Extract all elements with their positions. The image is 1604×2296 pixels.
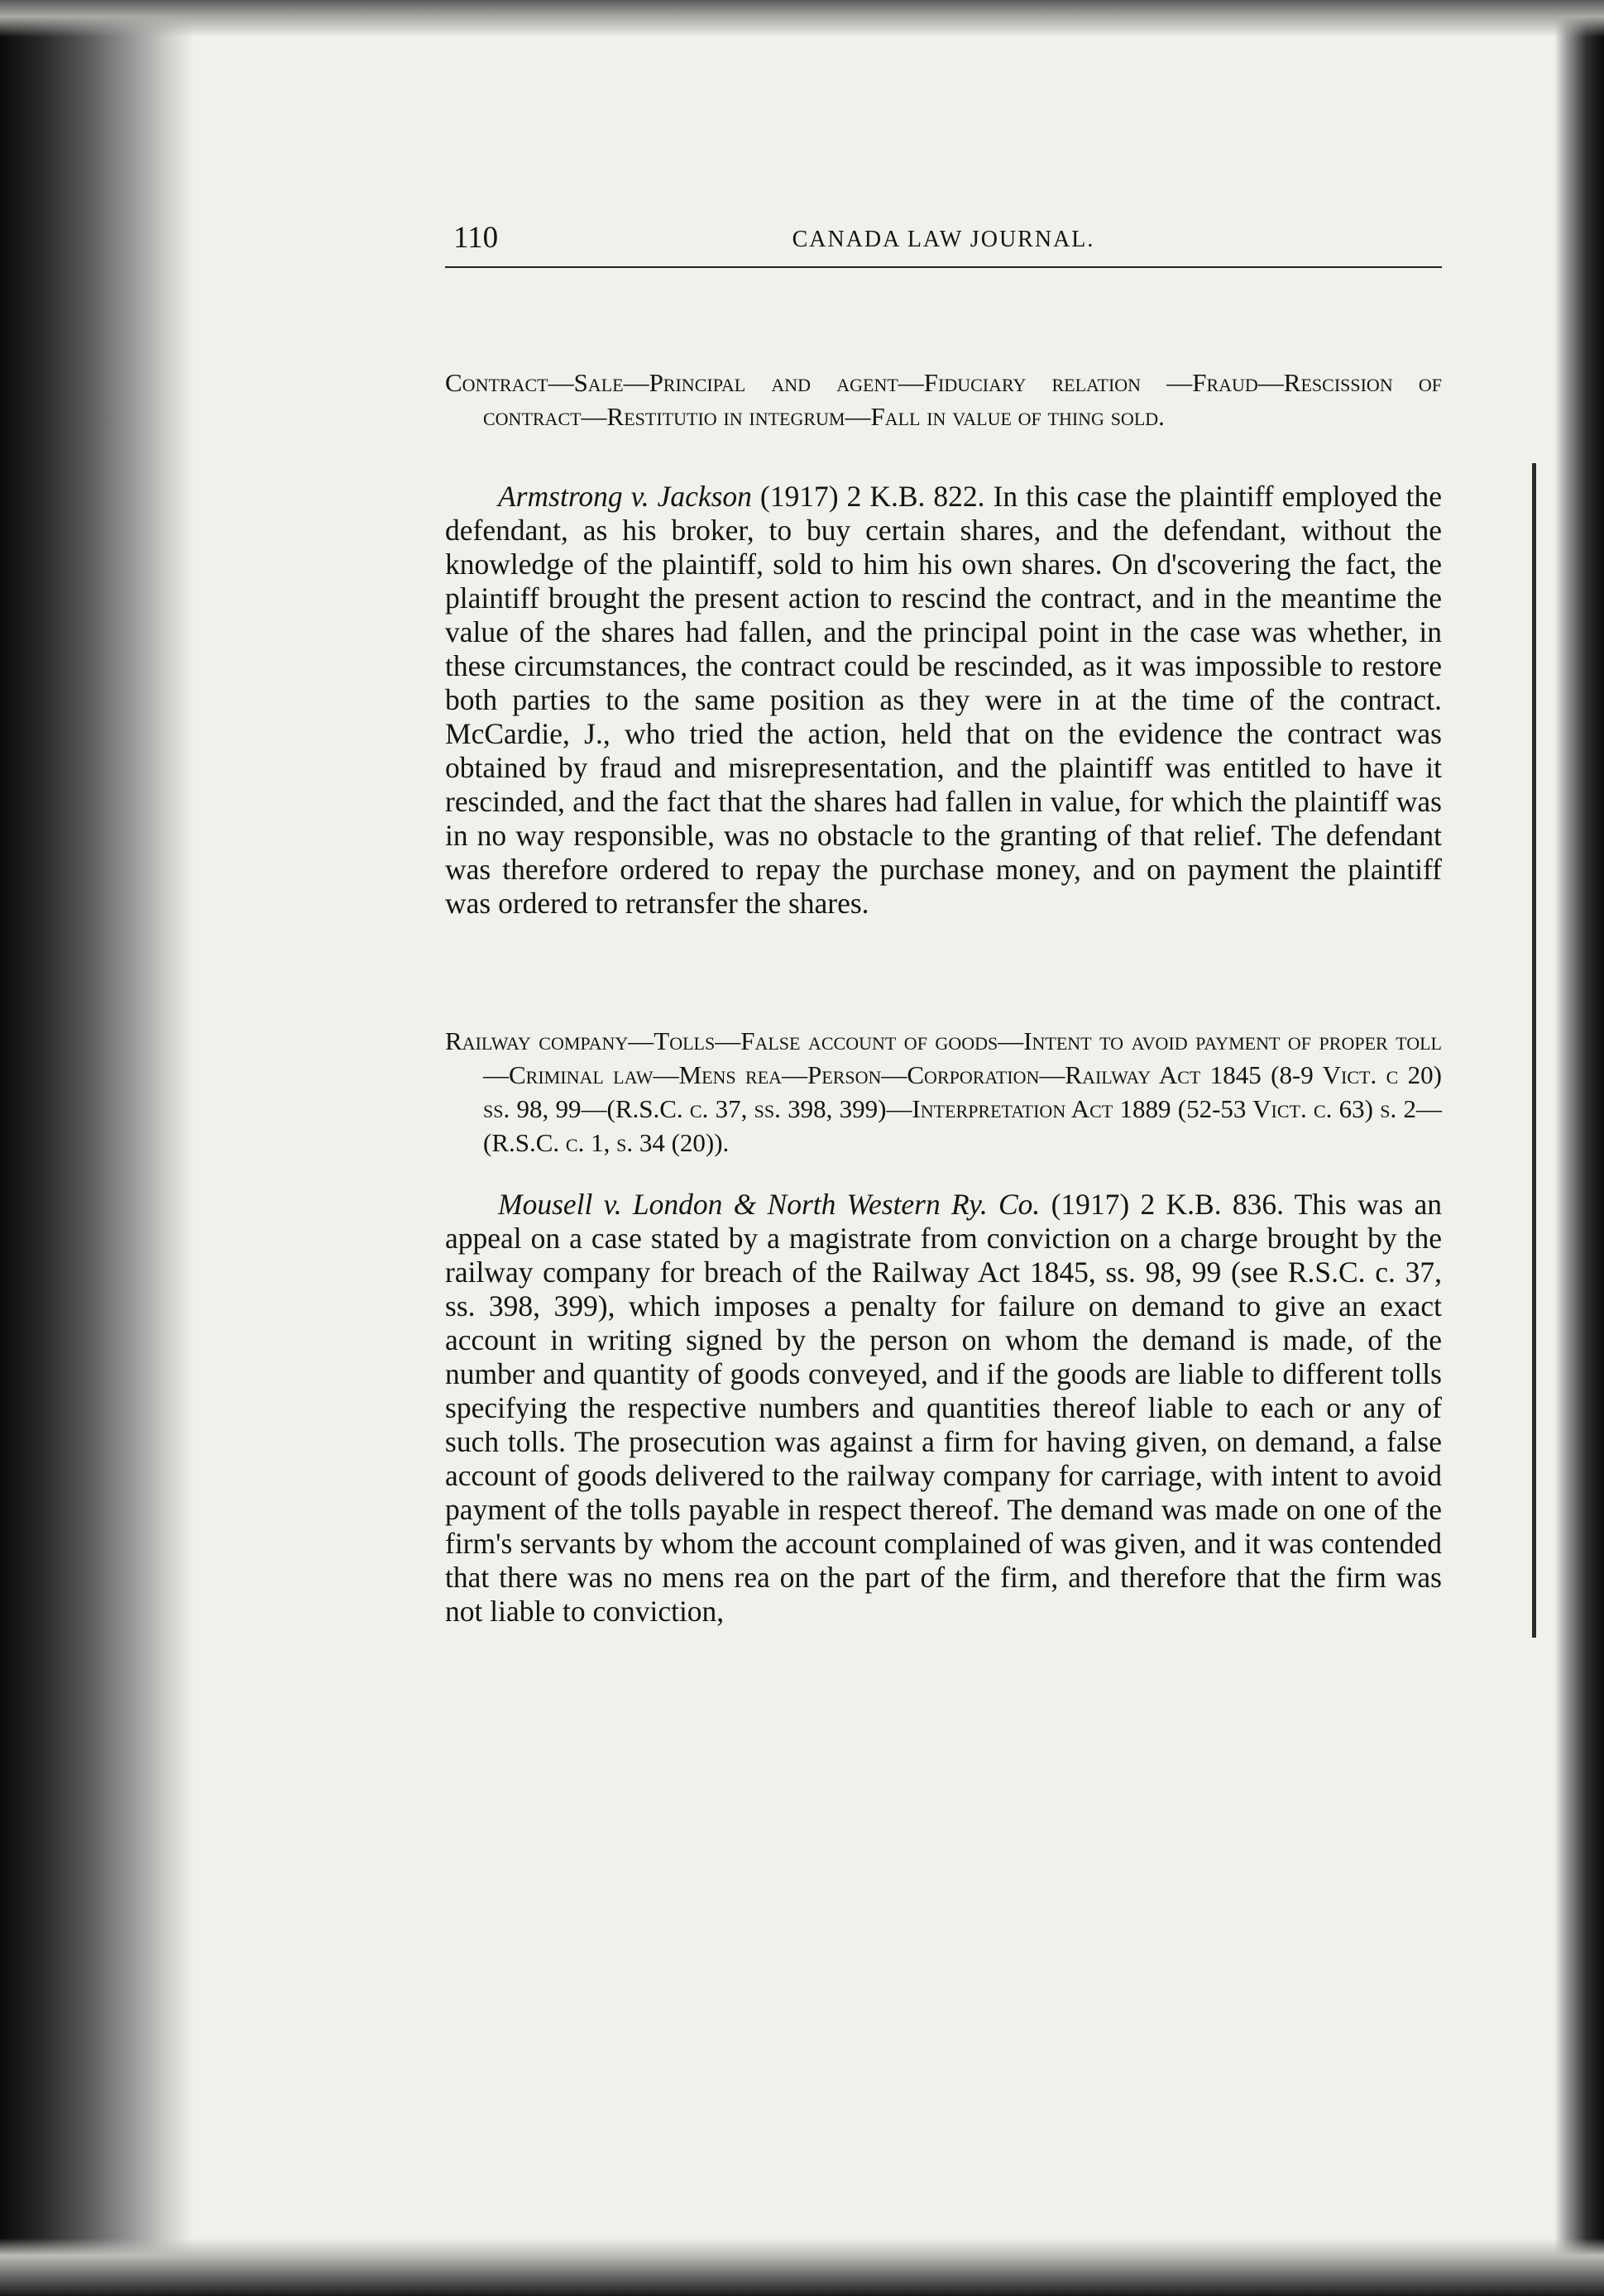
case-text-2: This was an appeal on a case stated by a magistrate from conviction on a charge brought by the railway company for breach of the Railway Act 1845, ss. 98, 99 (see R.S.C. c. 37, ss. 398, 399), which imposes a penalty for failure on demand to give an exact account in writing signed by the person on whom the demand is made, of the number and quantity of goods conveyed, and if the goods are liable to different tolls specifying the respective numbers and quantities thereof liable to each or any of such tolls. The prosecution was against a firm for having given, on demand, a false account of goods delivered to the railway company for carriage, with intent to avoid payment of the tolls payable in respect thereof. The demand was made on one of the firm's servants by whom the account complained of was given, and it was contended that there was no mens rea on the part of the firm, and therefore that the firm was not liable to conviction,: [445, 1188, 1442, 1628]
journal-page: [445, 217, 1442, 1629]
page-number: 110: [453, 221, 499, 255]
case-name-1: Armstrong v. Jackson: [498, 480, 752, 513]
case-paragraph-1: [445, 480, 1442, 921]
case-citation-1: (1917) 2 K.B. 822.: [751, 480, 994, 513]
case-heading-1: Contract—Sale—Principal and agent—Fiduciary relation —Fraud—Rescission of contract—Restitutio in integrum—Fall in value of thing sold.: [445, 368, 1442, 431]
scan-bottom-edge: [0, 2238, 1604, 2296]
case-name-2: Mousell v. London & North Western Ry. Co.: [498, 1188, 1041, 1221]
case-text-1: In this case the plaintiff employed the defendant, as his broker, to buy certain shares, and the defendant, without the knowledge of the plaintiff, sold to him his own shares. On d'scovering the fact, the plaintiff brought the present action to rescind the contract, and in the meantime the value of the shares had fallen, and the principal point in the case was whether, in these circumstances, the contract could be rescinded, as it was impossible to restore both parties to the same position as they were in at the time of the contract. McCardie, J., who tried the action, held that on the evidence the contract was obtained by fraud and misrepresentation, and the plaintiff was entitled to have it rescinded, and the fact that the shares had fallen in value, for which the plaintiff was in no way responsible, was no obstacle to the granting of that relief. The defendant was therefore ordered to repay the purchase money, and on payment the plaintiff was ordered to retransfer the shares.: [445, 480, 1443, 920]
scan-right-edge: [1554, 0, 1604, 2296]
margin-rule: [1532, 463, 1536, 1638]
page-header: [445, 217, 1442, 260]
case-citation-2: (1917) 2 K.B. 836.: [1040, 1188, 1295, 1221]
case-heading-2: Railway company—Tolls—False account of goods—Intent to avoid payment of proper toll—Criminal law—Mens rea—Person—Corporation—Railway Act 1845 (8-9 Vict. c 20) ss. 98, 99—(R.S.C. c. 37, ss. 398, 399)—Interpretation Act 1889 (52-53 Vict. c. 63) s. 2—(R.S.C. c. 1, s. 34 (20)).: [445, 1026, 1442, 1157]
scan-top-edge: [0, 0, 1604, 37]
running-head: CANADA LAW JOURNAL.: [792, 227, 1095, 252]
case-paragraph-2: [445, 1188, 1442, 1629]
scan-left-edge: [0, 0, 194, 2296]
header-rule: [445, 266, 1442, 268]
